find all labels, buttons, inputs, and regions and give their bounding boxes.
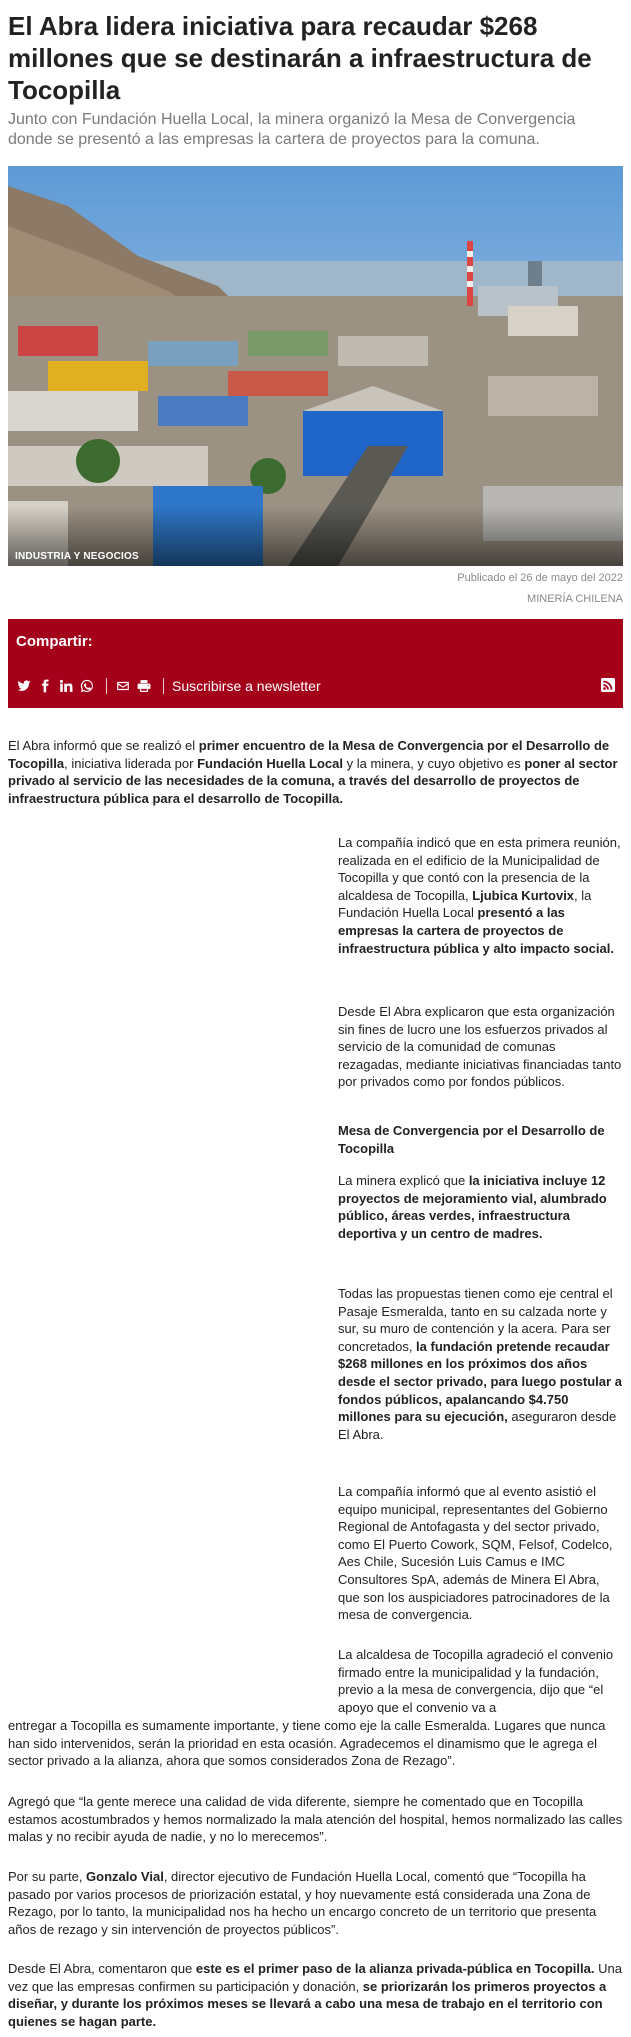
email-icon[interactable] [115, 678, 131, 694]
paragraph-mayor-col: La alcaldesa de Tocopilla agradeció el convenio firmado entre la municipalidad y la fundación, previo a la mesa de convergencia, dijo que “el apoyo que el convenio va a [338, 1647, 614, 1715]
paragraph-director: Por su parte, Gonzalo Vial, director ejecutivo de Fundación Huella Local, comentó que “Tocopilla ha pasado por varios procesos de priorización estatal, y hoy nuevamente está considerada una Zona de Rezago, por lo tanto, la municipalidad nos ha hecho un encargo concreto de un territorio que presenta años de rezago y sin intervención de proyectos públicos”. [8, 1869, 597, 1937]
share-divider [163, 678, 164, 694]
section-heading: Mesa de Convergencia por el Desarrollo de Tocopilla [338, 1123, 605, 1156]
share-title: Compartir: [16, 633, 93, 650]
source-name[interactable]: MINERÍA CHILENA [527, 593, 623, 605]
paragraph-quality-of-life: Agregó que “la gente merece una calidad de vida diferente, siempre he comentado que en Tocopilla estamos acostumbrados y hemos normalizado la mala atención del hospital, hemos normalizado las calles malas y no recibir ayuda de nadie, y no lo merecemos”. [8, 1794, 623, 1845]
article-subheadline: Junto con Fundación Huella Local, la minera organizó la Mesa de Convergencia donde se presentó a las empresas la cartera de proyectos para la comuna. [8, 111, 576, 148]
article-headline: El Abra lidera iniciativa para recaudar $268 millones que se destinarán a infraestructura de Tocopilla [8, 11, 592, 105]
publish-date: Publicado el 26 de mayo del 2022 [457, 572, 623, 584]
paragraph-projects: La minera explicó que la iniciativa incluye 12 proyectos de mejoramiento vial, alumbrado público, áreas verdes, infraestructura deportiva y un centro de madres. [338, 1173, 607, 1241]
facebook-icon[interactable] [37, 678, 53, 694]
paragraph-intro: El Abra informó que se realizó el primer encuentro de la Mesa de Convergencia por el Desarrollo de Tocopilla, iniciativa liderada por Fundación Huella Local y la minera, y cuyo objetivo es poner al sector privado al servicio de las necesidades de la comuna, a través del desarrollo de proyectos de infraestructura pública para el desarrollo de Tocopilla. [8, 738, 618, 806]
twitter-icon[interactable] [16, 678, 32, 694]
print-icon[interactable] [136, 678, 152, 694]
paragraph-fundraising: Todas las propuestas tienen como eje central el Pasaje Esmeralda, tanto en su calzada norte y sur, su muro de contención y la acera. Para ser concretados, la fundación pretende recaudar $268 millones en los próximos dos años desde el sector privado, para luego postular a fondos públicos, apalancando $4.750 millones para su ejecución, aseguraron desde El Abra. [338, 1286, 622, 1442]
paragraph-meeting: La compañía indicó que en esta primera reunión, realizada en el edificio de la Municipalidad de Tocopilla y que contó con la presencia de la alcaldesa de Tocopilla, Ljubica Kurtovix, la Fundación Huella Local presentó a las empresas la cartera de proyectos de infraestructura pública y alto impacto social. [338, 835, 621, 956]
share-bar [8, 619, 623, 708]
paragraph-organization: Desde El Abra explicaron que esta organización sin fines de lucro une los esfuerzos privados al servicio de la comunidad de comunas rezagadas, mediante iniciativas financiadas tanto por privados como por fondos públicos. [338, 1004, 622, 1090]
linkedin-icon[interactable] [58, 678, 74, 694]
whatsapp-icon[interactable] [79, 678, 95, 694]
paragraph-next-steps: Desde El Abra, comentaron que este es el primer paso de la alianza privada-pública en Tocopilla. Una vez que las empresas confirmen su participación y donación, se priorizarán los primeros proyectos a diseñar, y durante los próximos meses se llevará a cabo una mesa de trabajo en el territorio con quienes se hagan parte. [8, 1961, 622, 2029]
hero-image [8, 166, 623, 566]
hero-category-label[interactable]: INDUSTRIA Y NEGOCIOS [15, 551, 139, 562]
share-icons-row [16, 675, 321, 697]
paragraph-attendees: La compañía informó que al evento asistió el equipo municipal, representantes del Gobierno Regional de Antofagasta y del sector privado, como El Puerto Cowork, SQM, Felsof, Codelco, Aes Chile, Sucesión Luis Camus e IMC Consultores SpA, además de Minera El Abra, que son los auspiciadores patrocinadores de la mesa de convergencia. [338, 1484, 613, 1623]
aerial-photo-illustration [8, 166, 623, 566]
share-divider [106, 678, 107, 694]
newsletter-link[interactable]: Suscribirse a newsletter [172, 678, 321, 694]
rss-icon[interactable] [601, 678, 615, 692]
paragraph-mayor-full: entregar a Tocopilla es sumamente importante, y tiene como eje la calle Esmeralda. Lugares que nunca han sido intervenidos, serán la prioridad en esta ocasión. Agradecemos el dinamismo que le agrega el sector privado a la alianza, ahora que somos considerados Zona de Rezago”. [8, 1718, 606, 1769]
